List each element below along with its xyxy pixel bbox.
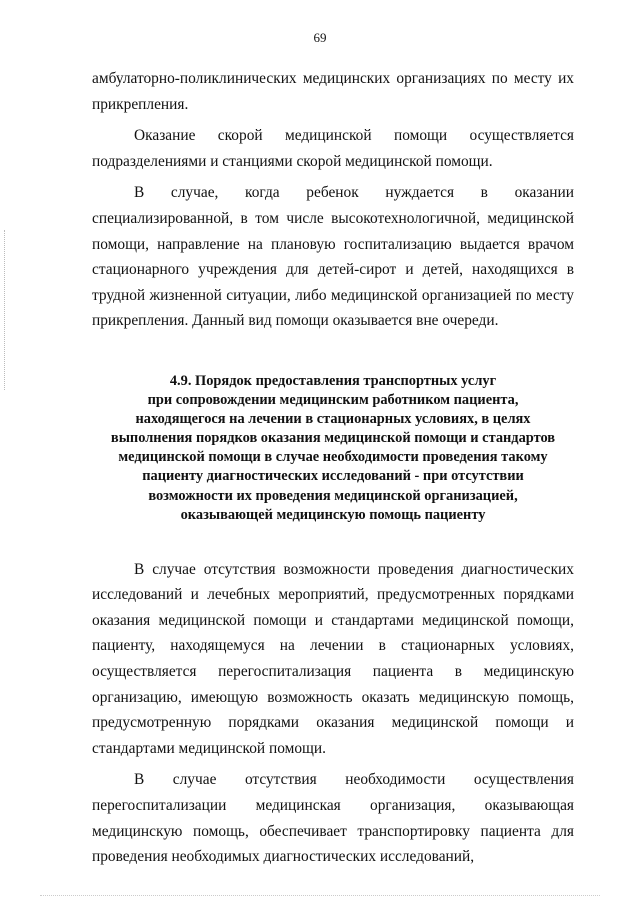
document-body <box>92 66 574 870</box>
heading-line: находящегося на лечении в стационарных условиях, в целях <box>135 411 531 428</box>
paragraph-rehospitalization: В случае отсутствия возможности проведения диагностических исследований и лечебных мероприятий, предусмотренных порядками оказания медицинской помощи и стандартами медицинской помощи, пациенту, находящемуся на лечении в стационарных условиях, осуществляется перегоспитализация пациента в медицинскую организацию, имеющую возможность оказать медицинскую помощь, предусмотренную порядками оказания медицинской помощи и стандартами медицинской помощи. <box>92 560 574 757</box>
paragraph-continuation: амбулаторно-поликлинических медицинских организациях по месту их прикрепления. <box>92 70 574 113</box>
heading-line: выполнения порядков оказания медицинской помощи и стандартов <box>110 430 556 447</box>
section-heading <box>92 372 574 525</box>
heading-line: медицинской помощи в случае необходимости проведения такому <box>118 449 548 466</box>
bottom-scan-marks <box>40 895 600 897</box>
paragraph-transportation: В случае отсутствия необходимости осуществления перегоспитализации медицинская организация, оказывающая медицинскую помощь, обеспечивает транспортировку пациента для проведения необходимых диагностических исследований, <box>92 771 574 866</box>
paragraph-emergency-care: Оказание скорой медицинской помощи осуществляется подразделениями и станциями скорой медицинской помощи. <box>92 127 574 170</box>
heading-line: возможности их проведения медицинской организацией, <box>148 487 518 504</box>
heading-line: при сопровождении медицинским работником пациента, <box>147 392 519 409</box>
page-number: 69 <box>313 30 327 45</box>
heading-line: оказывающей медицинскую помощь пациенту <box>180 506 486 523</box>
paragraph-specialized-care: В случае, когда ребенок нуждается в оказании специализированной, в том числе высокотехнологичной, медицинской помощи, направление на плановую госпитализацию выдается врачом стационарного учреждения для детей-сирот и детей, находящихся в трудной жизненной ситуации, либо медицинской организацией по месту прикрепления. Данный вид помощи оказывается вне очереди. <box>92 184 574 330</box>
margin-scan-marks <box>4 230 7 390</box>
heading-line: пациенту диагностических исследований - при отсутствии <box>142 468 524 485</box>
heading-line: 4.9. Порядок предоставления транспортных услуг <box>169 372 497 389</box>
